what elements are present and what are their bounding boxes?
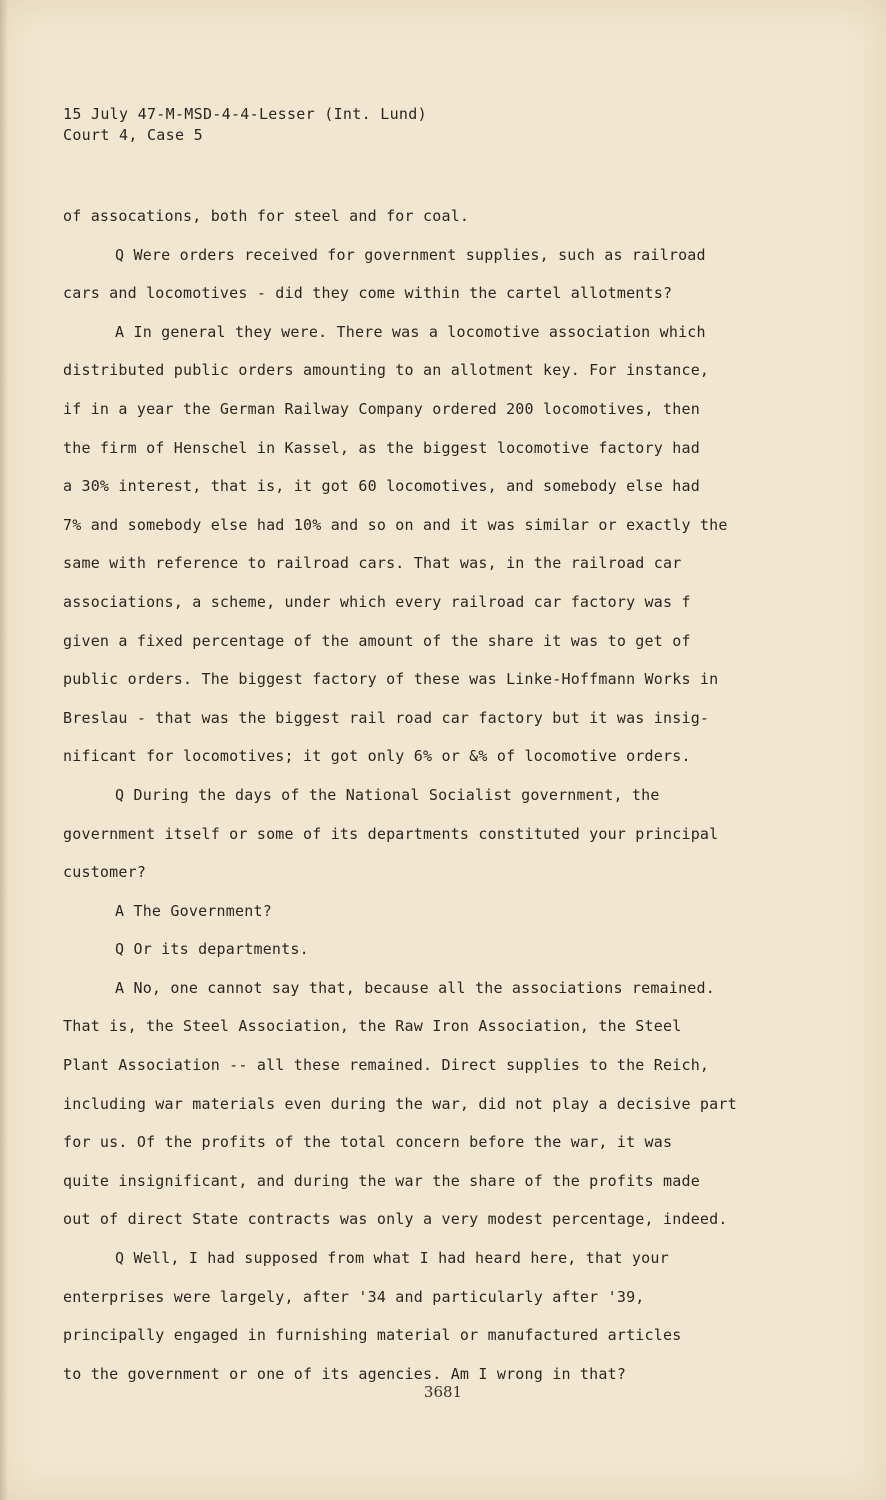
transcript-line: cars and locomotives - did they come within the cartel allotments? bbox=[63, 284, 673, 303]
page-number: 3681 bbox=[423, 1383, 463, 1401]
header-date-line: 15 July 47-M-MSD-4-4-Lesser (Int. Lund) bbox=[63, 105, 427, 123]
transcript-line: principally engaged in furnishing material or manufactured articles bbox=[63, 1326, 682, 1345]
transcript-line: enterprises were largely, after '34 and particularly after '39, bbox=[63, 1287, 645, 1306]
transcript-line: nificant for locomotives; it got only 6% or &% of locomotive orders. bbox=[63, 747, 691, 766]
transcript-line: A In general they were. There was a locomotive association which bbox=[115, 322, 706, 341]
transcript-line: distributed public orders amounting to an allotment key. For instance, bbox=[63, 361, 710, 380]
transcript-body bbox=[63, 197, 783, 1393]
transcript-line: associations, a scheme, under which every railroad car factory was f bbox=[63, 592, 691, 611]
transcript-line: to the government or one of its agencies. Am I wrong in that? bbox=[63, 1364, 627, 1383]
transcript-line: if in a year the German Railway Company ordered 200 locomotives, then bbox=[63, 399, 700, 418]
transcript-line: government itself or some of its departments constituted your principal bbox=[63, 824, 719, 843]
transcript-line: Q Well, I had supposed from what I had heard here, that your bbox=[115, 1249, 669, 1268]
transcript-line: Breslau - that was the biggest rail road car factory but it was insig- bbox=[63, 708, 710, 727]
transcript-line: That is, the Steel Association, the Raw Iron Association, the Steel bbox=[63, 1017, 682, 1036]
transcript-line: of assocations, both for steel and for coal. bbox=[63, 207, 470, 225]
transcript-line: quite insignificant, and during the war the share of the profits made bbox=[63, 1171, 700, 1190]
transcript-line: the firm of Henschel in Kassel, as the biggest locomotive factory had bbox=[63, 438, 700, 457]
transcript-line: 7% and somebody else had 10% and so on and it was similar or exactly the bbox=[63, 515, 728, 534]
transcript-line: given a fixed percentage of the amount of the share it was to get of bbox=[63, 631, 691, 650]
transcript-line: Q During the days of the National Socialist government, the bbox=[115, 785, 660, 804]
transcript-line: a 30% interest, that is, it got 60 locomotives, and somebody else had bbox=[63, 477, 700, 496]
transcript-line: Q Or its departments. bbox=[115, 940, 309, 959]
transcript-line: including war materials even during the war, did not play a decisive part bbox=[63, 1094, 737, 1113]
header-court-line: Court 4, Case 5 bbox=[63, 126, 203, 144]
transcript-line: A The Government? bbox=[115, 901, 272, 920]
transcript-line: A No, one cannot say that, because all the associations remained. bbox=[115, 978, 715, 997]
transcript-line: customer? bbox=[63, 863, 147, 882]
transcript-line: for us. Of the profits of the total concern before the war, it was bbox=[63, 1133, 673, 1152]
page-edge-shadow bbox=[0, 0, 8, 1500]
document-header bbox=[63, 104, 427, 146]
transcript-line: out of direct State contracts was only a very modest percentage, indeed. bbox=[63, 1210, 728, 1229]
transcript-line: Q Were orders received for government supplies, such as railroad bbox=[115, 245, 706, 264]
transcript-line: public orders. The biggest factory of these was Linke-Hoffmann Works in bbox=[63, 670, 719, 689]
transcript-line: same with reference to railroad cars. That was, in the railroad car bbox=[63, 554, 682, 573]
transcript-line: Plant Association -- all these remained. Direct supplies to the Reich, bbox=[63, 1056, 710, 1075]
